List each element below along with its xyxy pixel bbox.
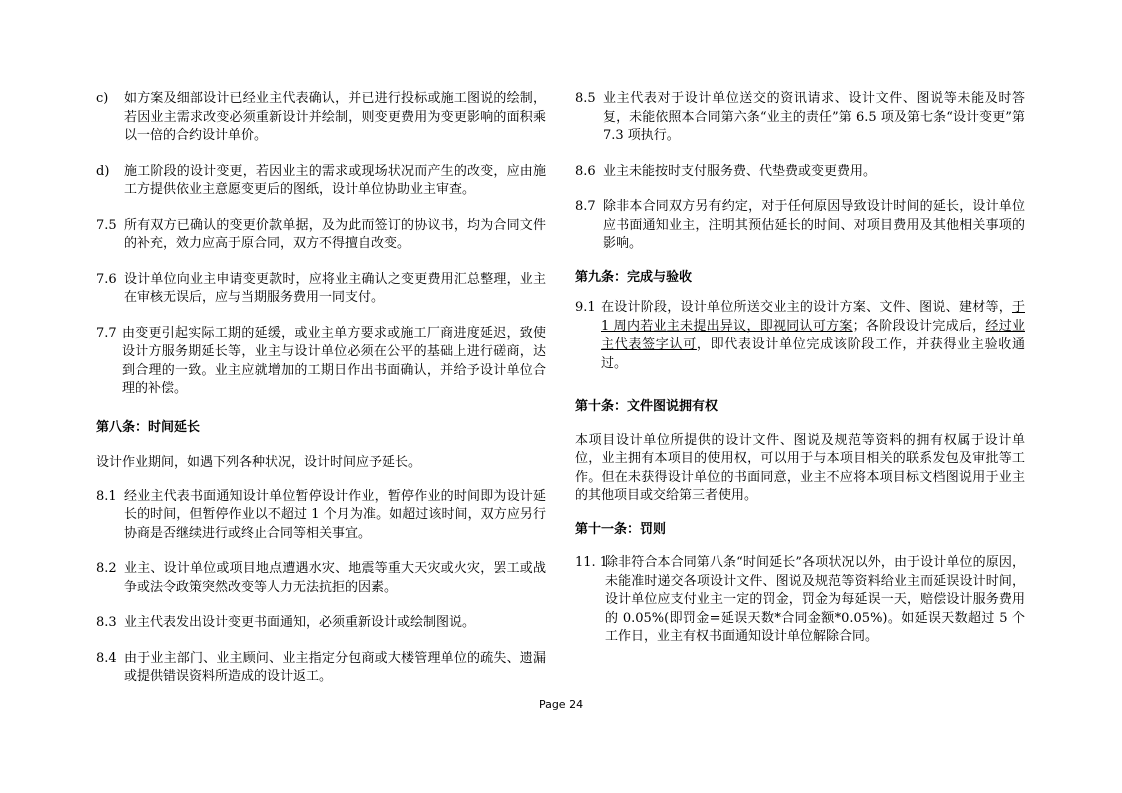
clause-number: c) <box>96 91 109 106</box>
clause-text: 业主代表发出设计变更书面通知，必须重新设计或绘制图说。 <box>124 615 476 630</box>
clause-7-5 <box>96 217 546 254</box>
clause-c <box>96 90 546 146</box>
clause-number: 8.5 <box>575 91 596 106</box>
clause-8-2 <box>96 560 546 597</box>
clause-9-1 <box>575 299 1025 373</box>
clause-text-part: ，即代表设计单位完成该阶段工作，并获得业主验收通过。 <box>601 337 1025 371</box>
underlined-text: 经过业主代表签字认可 <box>601 318 1025 352</box>
clause-number: 8.3 <box>96 615 117 630</box>
clause-text: 如方案及细部设计已经业主代表确认，并已进行投标或施工图说的绘制，若因业主需求改变必须重新设计并绘制，则变更费用为变更影响的面积乘以一倍的合约设计单价。 <box>124 91 546 143</box>
clause-number: 7.7 <box>96 325 117 341</box>
clause-7-7 <box>96 325 546 399</box>
clause-8-7 <box>575 198 1025 254</box>
clause-text-part: ；各阶段设计完成后， <box>852 318 986 334</box>
clause-text: 业主未能按时支付服务费、代垫费或变更费用。 <box>603 163 877 179</box>
clause-text-part: 在设计阶段，设计单位所送交业主的设计方案、文件、图说、建材等， <box>601 300 1012 315</box>
clause-text: 除非本合同双方另有约定，对于任何原因导致设计时间的延长，设计单位应书面通知业主，注明其预估延长的时间、对项目费用及其他相关事项的影响。 <box>603 199 1025 251</box>
clause-8-5 <box>575 90 1025 146</box>
article-9-heading: 第九条：完成与验收 <box>575 269 693 285</box>
underlined-text: 于 1 周内若业主未提出异议，即视同认可方案 <box>601 300 1025 334</box>
clause-7-6 <box>96 271 546 308</box>
clause-8-6 <box>575 163 1025 182</box>
article-10-text: 本项目设计单位所提供的设计文件、图说及规范等资料的拥有权属于设计单位，业主拥有本项目的使用权，可以用于与本项目相关的联系发包及审批等工作。但在未获得设计单位的书面同意，业主不应将本项目标文档图说用于业主的其他项目或交给第三者使用。 <box>575 432 1025 503</box>
clause-number: 8.4 <box>96 650 117 666</box>
clause-number: 8.7 <box>575 199 596 214</box>
clause-d <box>96 163 546 200</box>
page-number: Page 24 <box>538 698 584 711</box>
clause-number: 11. 1 <box>575 555 609 570</box>
article-11-heading: 第十一条：罚则 <box>575 521 667 537</box>
clause-text: 由变更引起实际工期的延缓，或业主单方要求或施工厂商进度延迟，致使设计方服务期延长等，业主与设计单位必须在公平的基础上进行磋商，达到合理的一致。业主应就增加的工期日作出书面确认，并给予设计单位合理的补偿。 <box>122 325 546 396</box>
article-8-intro: 设计作业期间，如遇下列各种状况，设计时间应予延长。 <box>96 455 422 470</box>
clause-text: 经业主代表书面通知设计单位暂停设计作业，暂停作业的时间即为设计延长的时间，但暂停作业以不超过 1 个月为准。如超过该时间，双方应另行协商是否继续进行或终止合同等相关事宜。 <box>124 488 546 541</box>
article-10-heading: 第十条：文件图说拥有权 <box>575 399 719 414</box>
clause-number: 8.2 <box>96 561 117 576</box>
clause-text: 除非符合本合同第八条“时间延长”各项状况以外，由于设计单位的原因，未能准时递交各项设计文件、图说及规范等资料给业主而延误设计时间，设计单位应支付业主一定的罚金，罚金为每延误一天，赔偿设计服务费用的 0.05%(即罚金=延误天数*合同金额*0.05%)。如延误天数超过 5 个工作日，业主有权书面通知设计单位解除合同。 <box>605 555 1025 644</box>
clause-8-3 <box>96 614 546 633</box>
clause-text: 业主、设计单位或项目地点遭遇水灾、地震等重大天灾或火灾，罢工或战争或法令政策突然改变等人力无法抗拒的因素。 <box>124 561 546 595</box>
clause-8-4 <box>96 650 546 687</box>
article-8-heading: 第八条：时间延长 <box>96 419 201 435</box>
clause-number: d) <box>96 163 110 179</box>
clause-8-1 <box>96 488 546 544</box>
clause-text: 施工阶段的设计变更，若因业主的需求或现场状况而产生的改变，应由施工方提供依业主意愿变更后的图纸，设计单位协助业主审查。 <box>124 163 546 197</box>
left-column <box>96 90 546 687</box>
clause-text <box>601 299 1025 373</box>
clause-text: 由于业主部门、业主顾问、业主指定分包商或大楼管理单位的疏失、遗漏或提供错误资料所造成的设计返工。 <box>124 650 546 684</box>
clause-number: 8.1 <box>96 488 117 504</box>
clause-text: 设计单位向业主申请变更款时，应将业主确认之变更费用汇总整理，业主在审核无误后，应与当期服务费用一同支付。 <box>124 271 546 305</box>
clause-number: 7.5 <box>96 217 117 233</box>
clause-text: 所有双方已确认的变更价款单据，及为此而签订的协议书，均为合同文件的补充，效力应高于原合同，双方不得擅自改变。 <box>124 217 546 251</box>
right-column <box>575 90 1025 647</box>
clause-11-1 <box>575 554 1025 647</box>
clause-number: 9.1 <box>575 300 596 315</box>
clause-text: 业主代表对于设计单位送交的资讯请求、设计文件、图说等未能及时答复，未能依照本合同第六条“业主的责任”第 6.5 项及第七条“设计变更”第 7.3 项执行。 <box>603 91 1025 143</box>
clause-number: 8.6 <box>575 163 596 179</box>
clause-number: 7.6 <box>96 271 117 287</box>
